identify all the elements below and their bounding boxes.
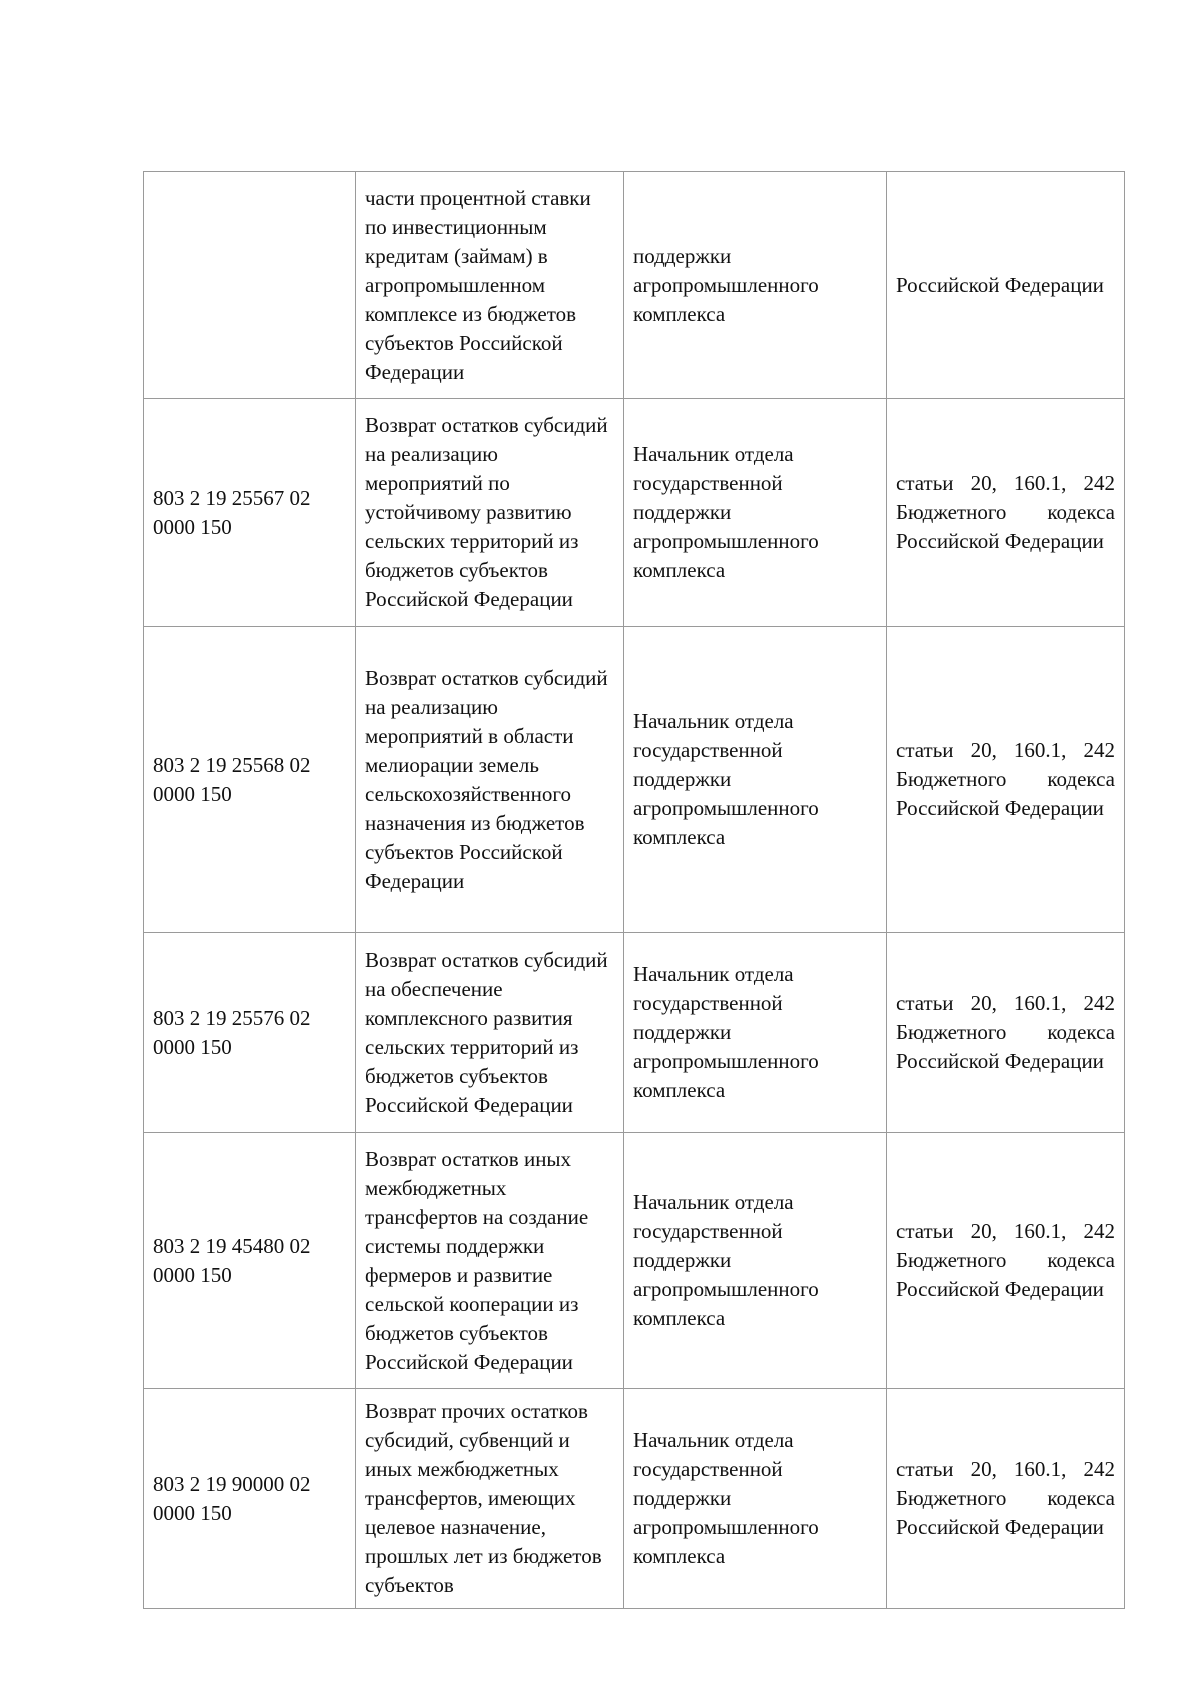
- basis-cell: статьи 20, 160.1, 242 Бюджетного кодекса Российской Федерации: [887, 399, 1125, 627]
- basis-cell: Российской Федерации: [887, 172, 1125, 399]
- basis-cell: статьи 20, 160.1, 242 Бюджетного кодекса Российской Федерации: [887, 1133, 1125, 1389]
- basis-cell: статьи 20, 160.1, 242 Бюджетного кодекса Российской Федерации: [887, 627, 1125, 933]
- code-cell: 803 2 19 25567 02 0000 150: [144, 399, 356, 627]
- table-row: [144, 933, 1125, 1133]
- responsible-cell: Начальник отдела государственной поддержки агропромышленного комплекса: [624, 627, 887, 933]
- responsible-cell: Начальник отдела государственной поддержки агропромышленного комплекса: [624, 399, 887, 627]
- name-cell: части процентной ставки по инвестиционным кредитам (займам) в агропромышленном комплексе из бюджетов субъектов Российской Федерации: [356, 172, 624, 399]
- table-row: [144, 627, 1125, 933]
- table-row: [144, 1389, 1125, 1609]
- table-row: [144, 399, 1125, 627]
- table-row: [144, 172, 1125, 399]
- code-cell: [144, 172, 356, 399]
- name-cell: Возврат прочих остатков субсидий, субвенций и иных межбюджетных трансфертов, имеющих целевое назначение, прошлых лет из бюджетов субъектов: [356, 1389, 624, 1609]
- code-cell: 803 2 19 25568 02 0000 150: [144, 627, 356, 933]
- revenue-codes-table: [143, 171, 1125, 1609]
- code-cell: 803 2 19 45480 02 0000 150: [144, 1133, 356, 1389]
- responsible-cell: Начальник отдела государственной поддержки агропромышленного комплекса: [624, 1389, 887, 1609]
- responsible-cell: поддержки агропромышленного комплекса: [624, 172, 887, 399]
- code-cell: 803 2 19 25576 02 0000 150: [144, 933, 356, 1133]
- responsible-cell: Начальник отдела государственной поддержки агропромышленного комплекса: [624, 933, 887, 1133]
- code-cell: 803 2 19 90000 02 0000 150: [144, 1389, 356, 1609]
- table-row: [144, 1133, 1125, 1389]
- name-cell: Возврат остатков иных межбюджетных трансфертов на создание системы поддержки фермеров и развитие сельской кооперации из бюджетов субъектов Российской Федерации: [356, 1133, 624, 1389]
- name-cell: Возврат остатков субсидий на реализацию мероприятий по устойчивому развитию сельских территорий из бюджетов субъектов Российской Федерации: [356, 399, 624, 627]
- basis-cell: статьи 20, 160.1, 242 Бюджетного кодекса Российской Федерации: [887, 1389, 1125, 1609]
- responsible-cell: Начальник отдела государственной поддержки агропромышленного комплекса: [624, 1133, 887, 1389]
- name-cell: Возврат остатков субсидий на реализацию мероприятий в области мелиорации земель сельскохозяйственного назначения из бюджетов субъектов Российской Федерации: [356, 627, 624, 933]
- basis-cell: статьи 20, 160.1, 242 Бюджетного кодекса Российской Федерации: [887, 933, 1125, 1133]
- name-cell: Возврат остатков субсидий на обеспечение комплексного развития сельских территорий из бюджетов субъектов Российской Федерации: [356, 933, 624, 1133]
